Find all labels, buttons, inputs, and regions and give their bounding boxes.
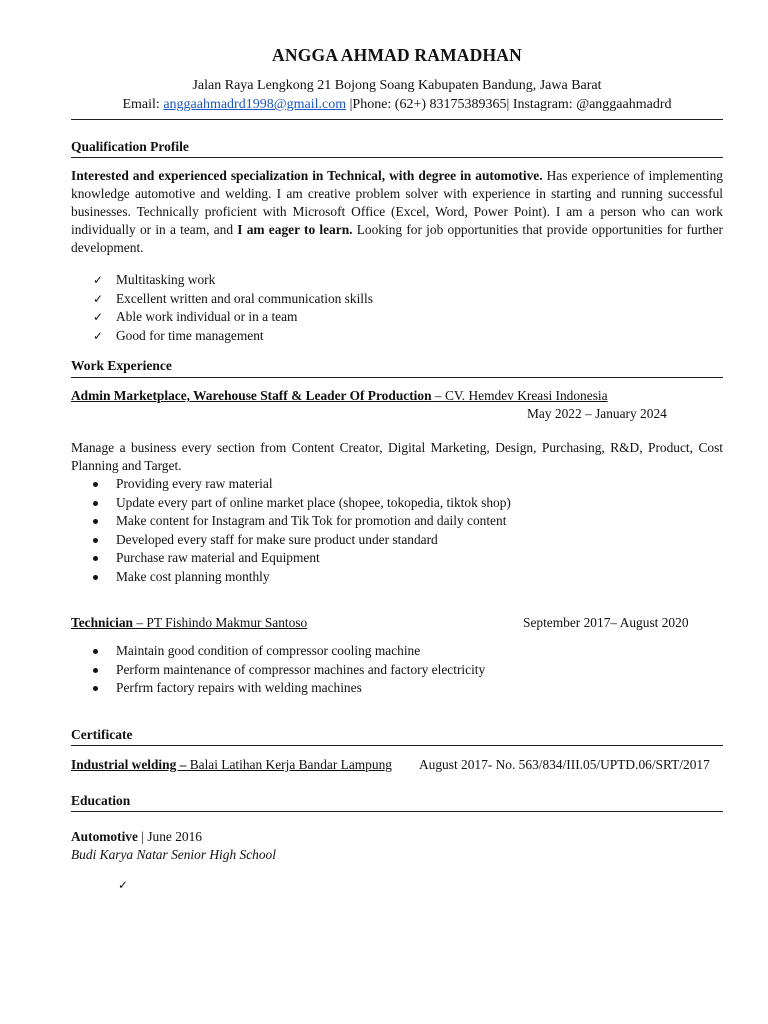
duty-label: Maintain good condition of compressor cooling machine [116, 643, 421, 658]
bullet-icon [93, 538, 98, 543]
contact-line [71, 97, 723, 113]
section-title-qualification: Qualification Profile [71, 139, 189, 154]
header-divider [71, 119, 723, 120]
bullet-icon [93, 519, 98, 524]
job1-heading [71, 388, 608, 404]
email-label: Email: [122, 97, 164, 112]
duty-label: Update every part of online market place (shopee, tokopedia, tiktok shop) [116, 494, 511, 510]
list-item [71, 327, 373, 346]
bullet-icon [93, 482, 98, 487]
contact-details: |Phone: (62+) 83175389365| Instagram: @anggaahmadrd [346, 97, 672, 112]
job1-dates: May 2022 – January 2024 [527, 406, 667, 421]
duty-label: Purchase raw material and Equipment [116, 550, 320, 566]
job1-company: – CV. Hemdev Kreasi Indonesia [431, 388, 608, 403]
education-degree [71, 829, 202, 845]
job1-title [71, 388, 608, 403]
bullet-icon [93, 668, 98, 673]
certificate-name: Industrial welding – [71, 757, 187, 772]
qualification-highlight-1: Interested and experienced specialization in Technical, with degree in automotive. [71, 168, 543, 183]
education-date: | June 2016 [137, 829, 203, 844]
list-item [71, 290, 373, 309]
qualification-text-2: Looking for job opportunities that provide opportunities for further development. [71, 222, 723, 255]
skill-label: Good for time management [116, 327, 264, 343]
email-link[interactable]: anggaahmadrd1998@gmail.com [163, 97, 347, 112]
duty-label: Make cost planning monthly [116, 568, 270, 584]
section-title-education: Education [71, 793, 131, 808]
list-item [71, 642, 485, 661]
education-divider [71, 811, 723, 812]
section-title-certificate: Certificate [71, 727, 133, 742]
bullet-icon [93, 686, 98, 691]
education-major: Automotive [71, 829, 138, 844]
duty-label: Providing every raw material [116, 476, 273, 491]
duty-label: Perfrm factory repairs with welding machines [116, 680, 362, 696]
list-item [71, 549, 511, 568]
section-title-work: Work Experience [71, 358, 172, 373]
qualification-text-1: Has experience of implementing knowledge automotive and welding. I am creative problem solver with experience in starting and running successful businesses. Technically proficient with Microsoft Office (Excel, Word, Power Point). I am a person who can work individually or in a team, and [71, 168, 723, 237]
list-item [71, 494, 511, 513]
job2-title [71, 615, 307, 630]
checkmark-icon: ✓ [93, 273, 104, 287]
bullet-icon [93, 649, 98, 654]
list-item [71, 679, 485, 698]
checkmark-icon: ✓ [93, 328, 104, 343]
bullet-icon [93, 575, 98, 580]
bullet-icon [93, 556, 98, 561]
checkmark-icon: ✓ [118, 878, 129, 892]
job2-company: – PT Fishindo Makmur Santoso [133, 615, 308, 630]
skills-list [71, 271, 373, 345]
education-school: Budi Karya Natar Senior High School [71, 847, 276, 862]
list-item [71, 531, 511, 550]
certificate-detail: August 2017- No. 563/834/III.05/UPTD.06/SRT/2017 [419, 757, 710, 772]
qualification-highlight-2: I am eager to learn. [237, 222, 353, 237]
list-item [71, 661, 485, 680]
work-divider [71, 377, 723, 378]
list-item [71, 271, 373, 290]
bullet-icon [93, 501, 98, 506]
address: Jalan Raya Lengkong 21 Bojong Soang Kabupaten Bandung, Jawa Barat [192, 78, 602, 93]
skill-label: Multitasking work [116, 272, 216, 287]
job2-dates: September 2017– August 2020 [523, 615, 689, 630]
job2-duties [71, 642, 485, 698]
list-item [71, 308, 373, 327]
qualification-divider [71, 157, 723, 158]
duty-label: Perform maintenance of compressor machines and factory electricity [116, 661, 486, 677]
checkmark-icon: ✓ [93, 310, 104, 325]
job2-role: Technician [71, 615, 134, 630]
duty-label: Developed every staff for make sure product under standard [116, 531, 438, 547]
qualification-paragraph [71, 167, 723, 257]
candidate-name: ANGGA AHMAD RAMADHAN [272, 45, 522, 65]
list-item [71, 475, 511, 494]
certificate-divider [71, 745, 723, 746]
list-item [71, 568, 511, 587]
job1-duties [71, 475, 511, 587]
checkmark-icon: ✓ [93, 291, 104, 306]
certificate-issuer: Balai Latihan Kerja Bandar Lampung [186, 757, 392, 772]
job1-role: Admin Marketplace, Warehouse Staff & Leader Of Production [71, 388, 432, 403]
certificate-title [71, 757, 392, 772]
certificate-entry [71, 757, 392, 773]
job1-summary: Manage a business every section from Content Creator, Digital Marketing, Design, Purchasing, R&D, Product, Cost Planning and Target. [71, 440, 723, 473]
skill-label: Excellent written and oral communication skills [116, 290, 373, 306]
job2-heading [71, 615, 307, 631]
list-item [71, 512, 511, 531]
skill-label: Able work individual or in a team [116, 309, 298, 325]
duty-label: Make content for Instagram and Tik Tok for promotion and daily content [116, 513, 507, 529]
